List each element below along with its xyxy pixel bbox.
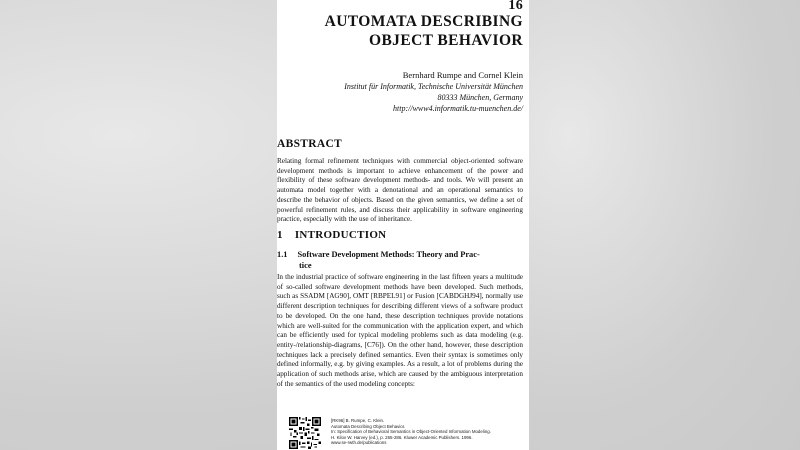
title-line-1: AUTOMATA DESCRIBING <box>324 13 523 30</box>
citation-footer <box>289 416 525 450</box>
citation-line-4: H. Kilov W. Harvey (ed.), p. 265-286. Kluwer Academic Publishers. 1996. <box>331 434 473 440</box>
section-number: 1 <box>277 229 283 241</box>
subsection-number: 1.1 <box>277 250 288 259</box>
institution: Institut für Informatik, Technische Universität München <box>344 82 523 91</box>
background-right <box>529 0 800 450</box>
citation-line-3: In: Specification of Behavioral Semantics in Object-Oriented Information Modeling. <box>331 429 491 435</box>
citation-text <box>331 418 529 446</box>
paper-title <box>277 12 523 50</box>
section-title: INTRODUCTION <box>294 229 387 241</box>
subsection-heading <box>277 249 523 271</box>
abstract-heading: ABSTRACT <box>277 138 343 150</box>
author-url: http://www4.informatik.tu-muenchen.de/ <box>393 104 523 113</box>
citation-link[interactable]: www.se-rwth.de/publications <box>331 440 387 446</box>
citation-line-1: [RK96] B. Rumpe, C. Klein. <box>331 418 385 423</box>
subsection-title-line-2: tice <box>299 261 312 270</box>
qr-code-icon[interactable] <box>289 417 321 449</box>
intro-paragraph: In the industrial practice of software engineering in the last fifteen years a multitude of so-called software development methods have been developed. Such methods, such as SSADM [AG90], OMT [RBPEL91] or Fusion [CABDGHJ94], normally use different description techniques for describing different views of a software product to be developed. On the one hand, these description techniques provide notations which are well-suited for the communication with the application expert, and which can be efficiently used for typical modeling problems such as data modeling (e.g. entity-/relationship-diagrams, [C76]). On the other hand, however, these description techniques lack a precisely defined semantics. Even their syntax is sometimes only defined informally, e.g. by giving examples. As a result, a lot of problems during the application of such methods arise, which are caused by the ambiguous interpretation of the semantics of the used modeling concepts: <box>277 273 523 388</box>
section-heading <box>277 229 386 241</box>
document-page <box>277 0 529 450</box>
title-line-2: OBJECT BEHAVIOR <box>368 32 523 49</box>
abstract-text: Relating formal refinement techniques with commercial object-oriented software development methods is important to achieve enhancement of the power and flexibility of these software development methods- and tools. We will present an automata model together with a denotational and an operational semantics to describe the behavior of objects. Based on the given semantics, we define a set of powerful refinement rules, and discuss their applicability in software engineering practice, especially with the use of inheritance. <box>277 157 523 224</box>
subsection-title-line-1: Software Development Methods: Theory and Prac- <box>297 250 480 259</box>
citation-line-2: Automata Describing Object Behavior. <box>331 423 406 429</box>
chapter-number: 16 <box>508 0 523 13</box>
address: 80333 München, Germany <box>437 93 523 102</box>
author-block <box>277 70 523 114</box>
authors: Bernhard Rumpe and Cornel Klein <box>402 70 523 80</box>
